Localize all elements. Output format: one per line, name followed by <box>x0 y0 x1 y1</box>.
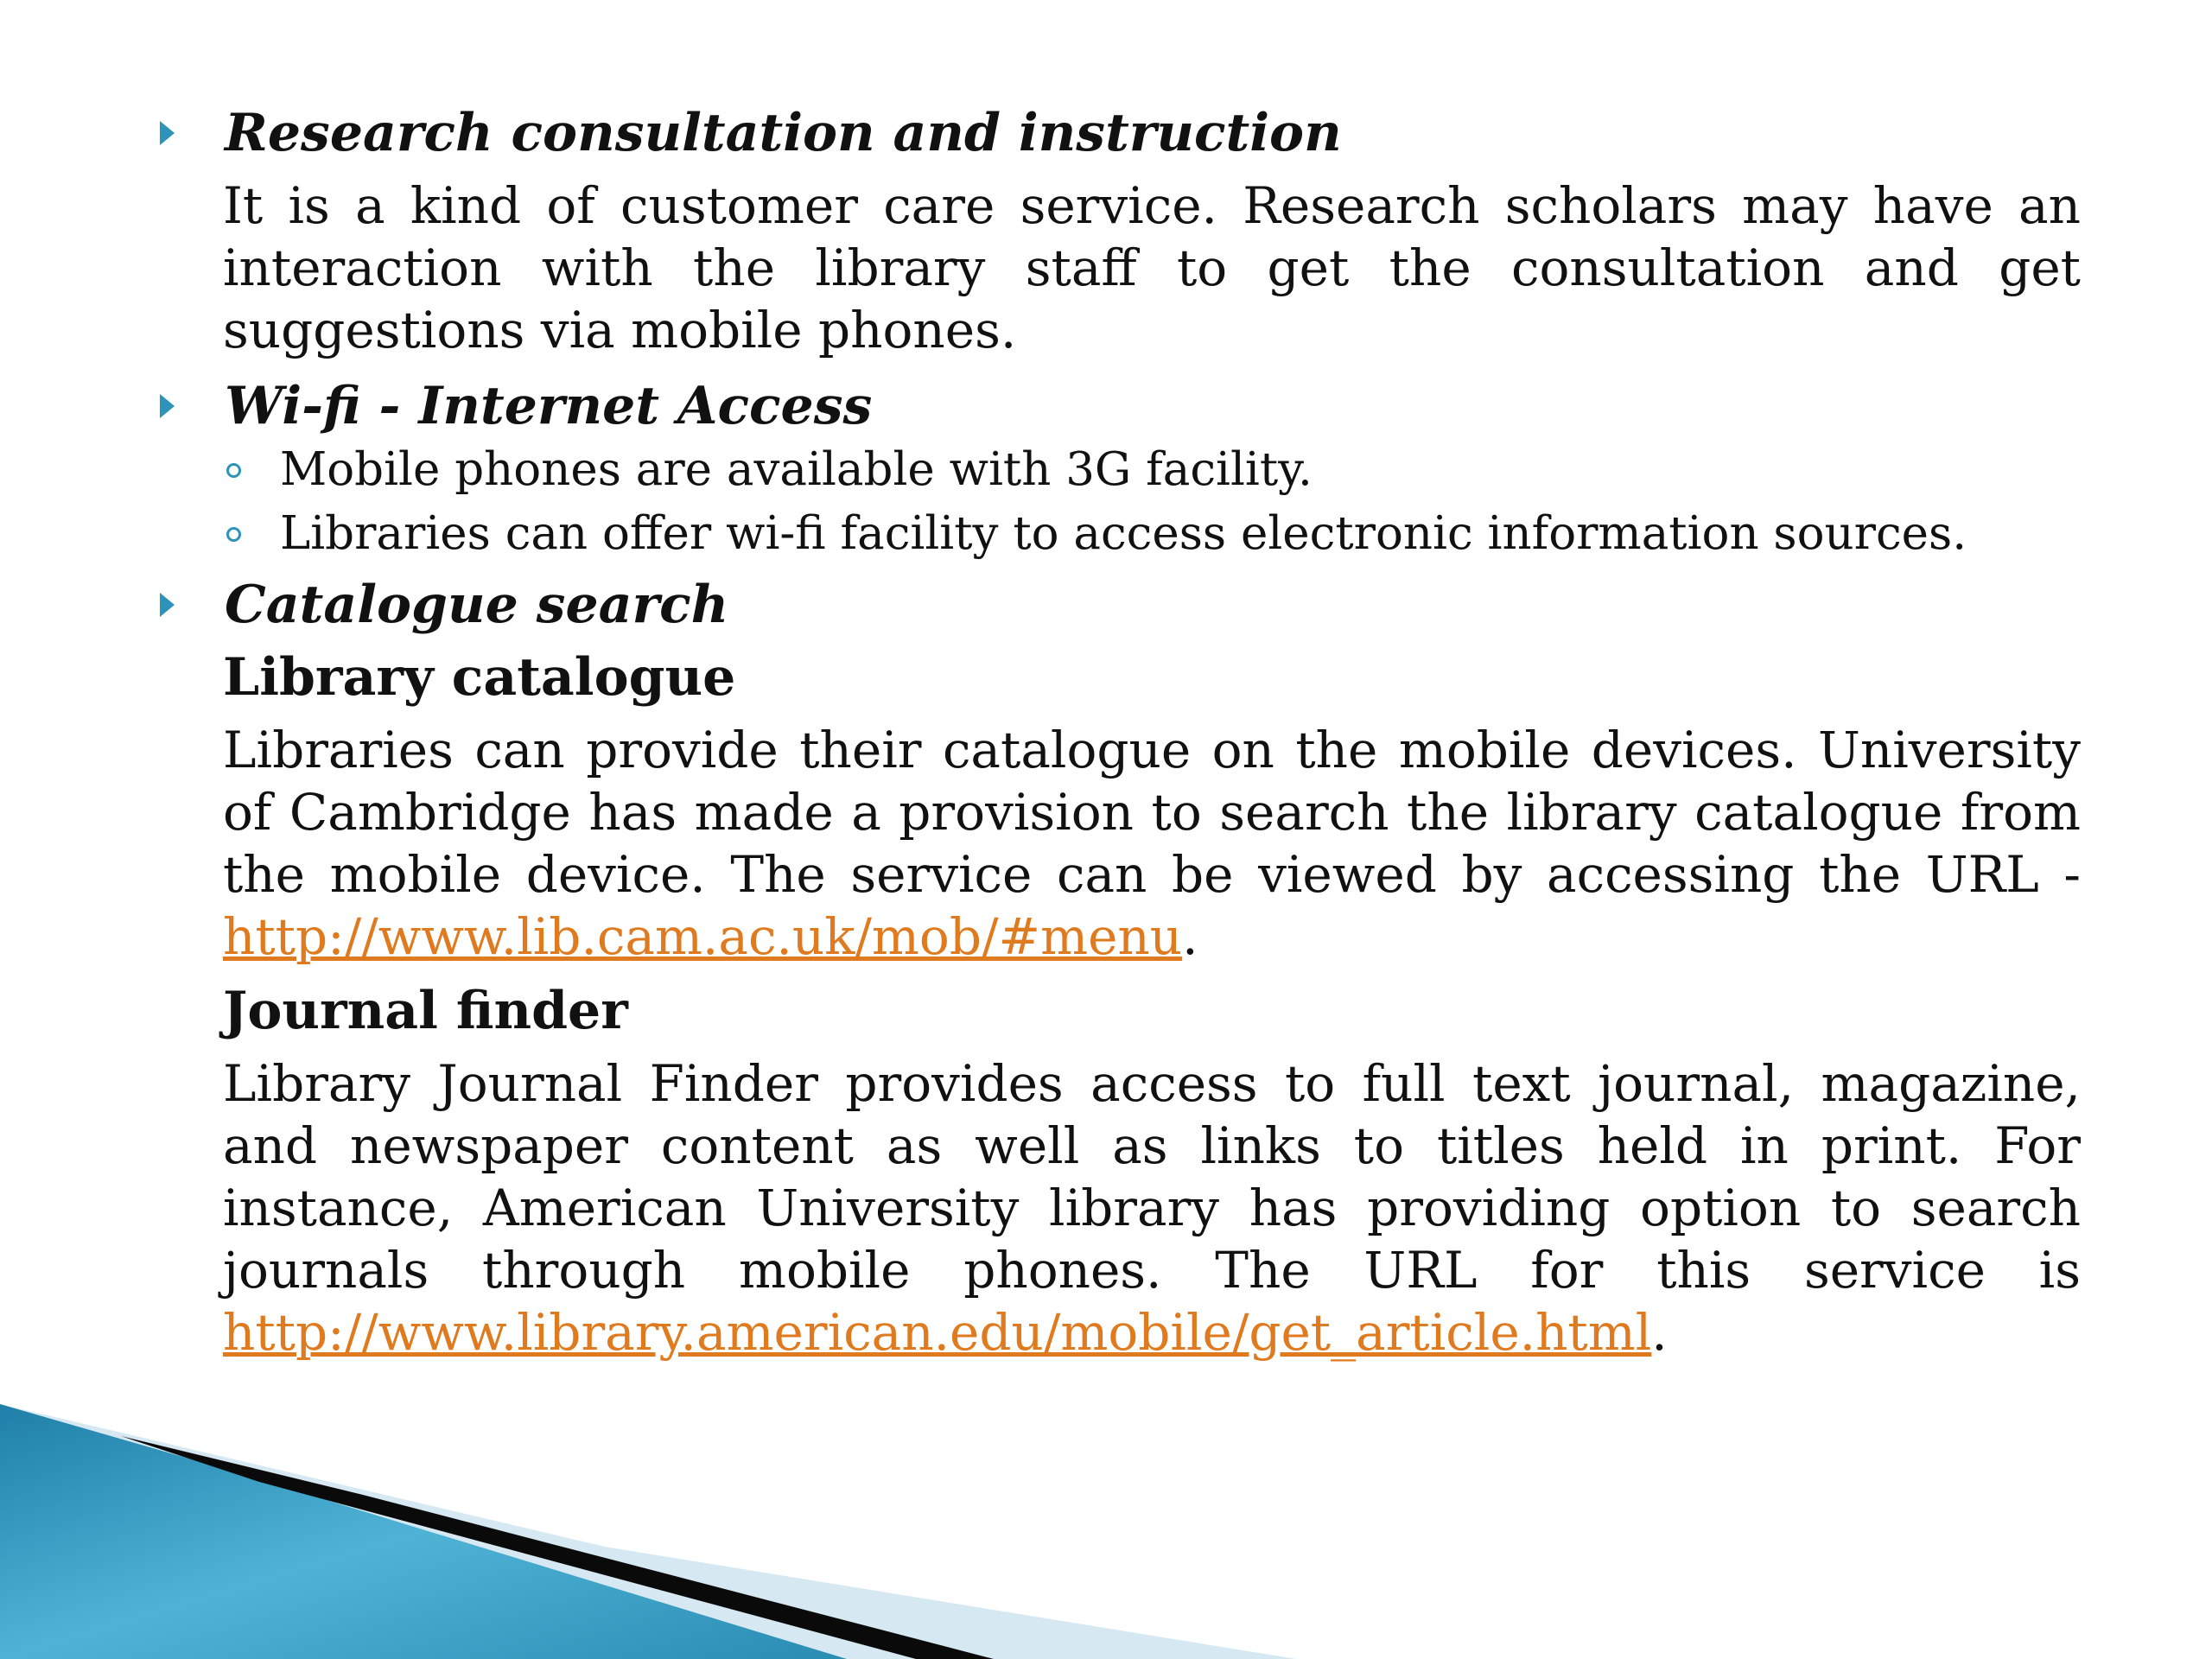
library-catalogue-title: Library catalogue <box>223 647 736 708</box>
heading-catalogue: Catalogue search <box>225 575 729 635</box>
triangle-bullet-icon <box>160 593 175 617</box>
journal-finder-end: . <box>1651 1303 1668 1362</box>
triangle-bullet-icon <box>160 394 175 418</box>
circle-bullet-icon <box>226 527 241 542</box>
library-catalogue-end: . <box>1182 907 1198 966</box>
journal-finder-title: Journal finder <box>223 981 628 1041</box>
wifi-subitem <box>226 506 1967 562</box>
heading-research: Research consultation and instruction <box>225 103 1342 163</box>
section-wifi <box>160 375 872 437</box>
cambridge-url-link[interactable]: http://www.lib.cam.ac.uk/mob/#menu <box>223 907 1183 966</box>
journal-finder-paragraph: Library Journal Finder provides access to full text journal, magazine, and newspaper content as well as links to titles held in print. For instance, American University library has providing option to search journals through mobile phones. The URL for this service is <box>223 1054 2081 1300</box>
research-paragraph-block <box>223 175 2081 361</box>
journal-finder-block <box>223 980 2081 1363</box>
american-url-link[interactable]: http://www.library.american.edu/mobile/get_article.html <box>223 1303 1652 1362</box>
swoosh-blue-band <box>0 1404 847 1659</box>
triangle-bullet-icon <box>160 121 175 145</box>
library-catalogue-paragraph <box>223 719 2081 968</box>
heading-wifi: Wi-fi - Internet Access <box>225 376 873 436</box>
library-catalogue-text: Libraries can provide their catalogue on the mobile devices. University of Cambridge has made a provision to search the library catalogue from the mobile device. The service can be viewed by accessing the URL - <box>223 721 2081 904</box>
research-paragraph: It is a kind of customer care service. Research scholars may have an interaction with the library staff to get the consultation and get suggestions via mobile phones. <box>223 176 2081 359</box>
circle-bullet-icon <box>226 463 241 478</box>
wifi-subitem <box>226 442 1313 498</box>
wifi-subitem-text: Mobile phones are available with 3G facility. <box>280 443 1313 496</box>
section-catalogue <box>160 574 728 636</box>
journal-finder-url-line <box>223 1301 2081 1363</box>
library-catalogue-block <box>223 646 2081 968</box>
wifi-subitem-text: Libraries can offer wi-fi facility to access electronic information sources. <box>280 507 1967 560</box>
section-research <box>160 102 1342 164</box>
